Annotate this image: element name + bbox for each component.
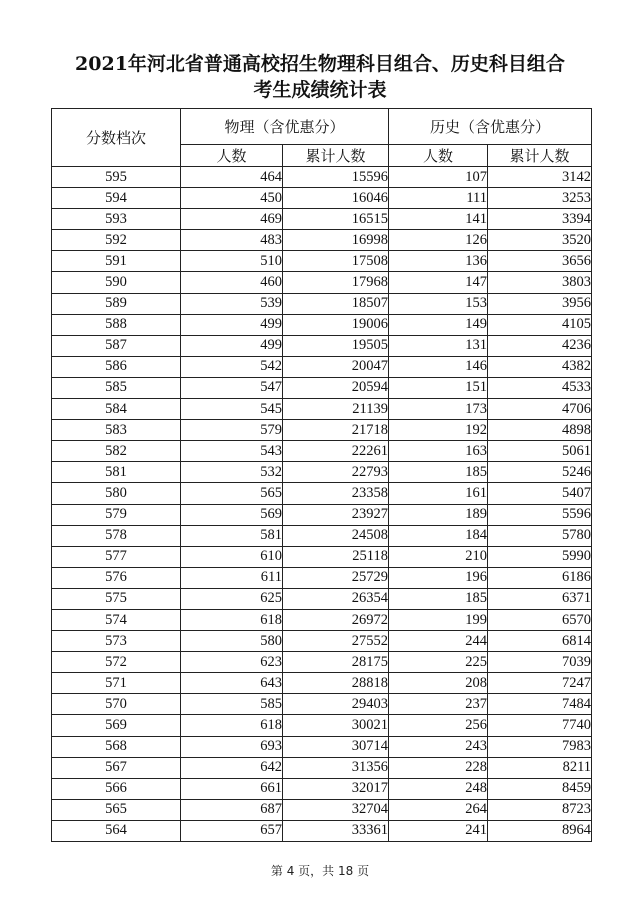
history-cumulative-cell: 3394	[488, 209, 592, 230]
physics-count-cell: 618	[181, 609, 283, 630]
history-count-cell: 199	[389, 609, 488, 630]
physics-count-cell: 539	[181, 293, 283, 314]
score-cell: 572	[52, 652, 181, 673]
table-row	[52, 757, 592, 778]
history-count-cell: 189	[389, 504, 488, 525]
table-row	[52, 546, 592, 567]
physics-count-cell: 618	[181, 715, 283, 736]
history-count-cell: 107	[389, 167, 488, 188]
physics-cumulative-cell: 16515	[283, 209, 389, 230]
score-statistics-table	[51, 108, 592, 842]
history-cumulative-cell: 3956	[488, 293, 592, 314]
physics-count-header: 人数	[181, 145, 283, 167]
table-row	[52, 631, 592, 652]
history-count-cell: 146	[389, 356, 488, 377]
score-cell: 579	[52, 504, 181, 525]
history-count-cell: 241	[389, 820, 488, 841]
history-count-cell: 210	[389, 546, 488, 567]
table-row	[52, 356, 592, 377]
history-count-cell: 161	[389, 483, 488, 504]
history-cumulative-cell: 7484	[488, 694, 592, 715]
history-count-cell: 173	[389, 399, 488, 420]
history-count-cell: 264	[389, 799, 488, 820]
table-row	[52, 504, 592, 525]
table-row	[52, 399, 592, 420]
history-group-header: 历史（含优惠分）	[389, 109, 592, 145]
score-cell: 591	[52, 251, 181, 272]
history-count-cell: 153	[389, 293, 488, 314]
table-row	[52, 230, 592, 251]
physics-cumulative-cell: 24508	[283, 525, 389, 546]
history-cumulative-cell: 5596	[488, 504, 592, 525]
history-count-cell: 208	[389, 673, 488, 694]
physics-cumulative-cell: 17968	[283, 272, 389, 293]
physics-count-cell: 499	[181, 335, 283, 356]
physics-count-cell: 565	[181, 483, 283, 504]
physics-cumulative-cell: 22793	[283, 462, 389, 483]
physics-cumulative-cell: 28818	[283, 673, 389, 694]
score-cell: 595	[52, 167, 181, 188]
table-row	[52, 483, 592, 504]
table-row	[52, 673, 592, 694]
physics-count-cell: 623	[181, 652, 283, 673]
table-row	[52, 736, 592, 757]
history-cumulative-cell: 8459	[488, 778, 592, 799]
table-row	[52, 588, 592, 609]
history-cumulative-cell: 7039	[488, 652, 592, 673]
physics-cumulative-cell: 18507	[283, 293, 389, 314]
table-row	[52, 609, 592, 630]
physics-cumulative-cell: 32017	[283, 778, 389, 799]
history-count-cell: 256	[389, 715, 488, 736]
physics-count-cell: 643	[181, 673, 283, 694]
physics-cumulative-cell: 29403	[283, 694, 389, 715]
score-cell: 583	[52, 420, 181, 441]
history-cumulative-cell: 5407	[488, 483, 592, 504]
score-cell: 569	[52, 715, 181, 736]
history-count-cell: 185	[389, 462, 488, 483]
physics-cumulative-cell: 19006	[283, 314, 389, 335]
physics-cumulative-cell: 23358	[283, 483, 389, 504]
document-title-line1: 2021年河北省普通高校招生物理科目组合、历史科目组合	[75, 53, 565, 75]
physics-cumulative-cell: 30714	[283, 736, 389, 757]
history-cumulative-cell: 3253	[488, 188, 592, 209]
table-row	[52, 209, 592, 230]
physics-cumulative-cell: 33361	[283, 820, 389, 841]
document-title-line2: 考生成绩统计表	[253, 79, 387, 101]
score-cell: 574	[52, 609, 181, 630]
score-cell: 593	[52, 209, 181, 230]
history-cumulative-cell: 3142	[488, 167, 592, 188]
physics-cumulative-cell: 21718	[283, 420, 389, 441]
physics-cumulative-cell: 26972	[283, 609, 389, 630]
physics-count-cell: 611	[181, 567, 283, 588]
history-cumulative-cell: 4533	[488, 377, 592, 398]
score-cell: 568	[52, 736, 181, 757]
history-cumulative-cell: 5780	[488, 525, 592, 546]
history-cumulative-cell: 6371	[488, 588, 592, 609]
physics-cumulative-cell: 23927	[283, 504, 389, 525]
physics-cumulative-cell: 28175	[283, 652, 389, 673]
score-cell: 575	[52, 588, 181, 609]
history-count-cell: 149	[389, 314, 488, 335]
physics-cumulative-cell: 27552	[283, 631, 389, 652]
history-count-cell: 141	[389, 209, 488, 230]
history-cumulative-cell: 4236	[488, 335, 592, 356]
history-cumulative-cell: 8211	[488, 757, 592, 778]
physics-count-cell: 610	[181, 546, 283, 567]
physics-count-cell: 532	[181, 462, 283, 483]
score-cell: 582	[52, 441, 181, 462]
score-cell: 567	[52, 757, 181, 778]
physics-count-cell: 625	[181, 588, 283, 609]
physics-cumulative-cell: 20594	[283, 377, 389, 398]
score-cell: 584	[52, 399, 181, 420]
history-count-cell: 111	[389, 188, 488, 209]
table-row	[52, 462, 592, 483]
physics-cumulative-cell: 30021	[283, 715, 389, 736]
table-row	[52, 820, 592, 841]
table-row	[52, 335, 592, 356]
history-count-cell: 243	[389, 736, 488, 757]
history-cumulative-cell: 6814	[488, 631, 592, 652]
physics-cumulative-cell: 32704	[283, 799, 389, 820]
history-count-cell: 163	[389, 441, 488, 462]
physics-count-cell: 585	[181, 694, 283, 715]
history-count-cell: 147	[389, 272, 488, 293]
physics-count-cell: 499	[181, 314, 283, 335]
table-row	[52, 715, 592, 736]
table-row	[52, 377, 592, 398]
physics-cumulative-cell: 22261	[283, 441, 389, 462]
history-cumulative-cell: 7983	[488, 736, 592, 757]
history-cumulative-cell: 4706	[488, 399, 592, 420]
physics-cumulative-cell: 20047	[283, 356, 389, 377]
physics-count-cell: 510	[181, 251, 283, 272]
score-cell: 576	[52, 567, 181, 588]
history-cumulative-cell: 7740	[488, 715, 592, 736]
physics-count-cell: 460	[181, 272, 283, 293]
history-cumulative-cell: 3656	[488, 251, 592, 272]
physics-group-header: 物理（含优惠分）	[181, 109, 389, 145]
history-cumulative-cell: 4382	[488, 356, 592, 377]
physics-count-cell: 687	[181, 799, 283, 820]
score-cell: 587	[52, 335, 181, 356]
history-count-cell: 196	[389, 567, 488, 588]
table-row	[52, 167, 592, 188]
score-cell: 578	[52, 525, 181, 546]
physics-count-cell: 545	[181, 399, 283, 420]
score-cell: 564	[52, 820, 181, 841]
physics-count-cell: 657	[181, 820, 283, 841]
physics-cumulative-cell: 25729	[283, 567, 389, 588]
table-row	[52, 314, 592, 335]
physics-count-cell: 464	[181, 167, 283, 188]
score-cell: 586	[52, 356, 181, 377]
score-cell: 590	[52, 272, 181, 293]
table-row	[52, 188, 592, 209]
history-count-cell: 237	[389, 694, 488, 715]
history-cumulative-cell: 4898	[488, 420, 592, 441]
physics-cumulative-header: 累计人数	[283, 145, 389, 167]
physics-count-cell: 469	[181, 209, 283, 230]
history-count-cell: 184	[389, 525, 488, 546]
physics-cumulative-cell: 19505	[283, 335, 389, 356]
table-row	[52, 799, 592, 820]
history-cumulative-cell: 8723	[488, 799, 592, 820]
score-cell: 580	[52, 483, 181, 504]
score-cell: 577	[52, 546, 181, 567]
history-count-cell: 126	[389, 230, 488, 251]
history-cumulative-cell: 5061	[488, 441, 592, 462]
score-cell: 573	[52, 631, 181, 652]
physics-cumulative-cell: 21139	[283, 399, 389, 420]
physics-cumulative-cell: 25118	[283, 546, 389, 567]
score-cell: 581	[52, 462, 181, 483]
history-cumulative-cell: 5246	[488, 462, 592, 483]
history-count-cell: 192	[389, 420, 488, 441]
history-cumulative-cell: 7247	[488, 673, 592, 694]
table-row	[52, 420, 592, 441]
history-cumulative-cell: 4105	[488, 314, 592, 335]
history-count-cell: 185	[389, 588, 488, 609]
history-count-header: 人数	[389, 145, 488, 167]
physics-count-cell: 580	[181, 631, 283, 652]
score-column-header: 分数档次	[52, 109, 181, 167]
history-cumulative-header: 累计人数	[488, 145, 592, 167]
table-row	[52, 652, 592, 673]
physics-cumulative-cell: 16998	[283, 230, 389, 251]
score-cell: 589	[52, 293, 181, 314]
table-row	[52, 778, 592, 799]
physics-count-cell: 579	[181, 420, 283, 441]
table-row	[52, 694, 592, 715]
physics-count-cell: 693	[181, 736, 283, 757]
physics-count-cell: 543	[181, 441, 283, 462]
physics-cumulative-cell: 16046	[283, 188, 389, 209]
table-row	[52, 567, 592, 588]
physics-cumulative-cell: 17508	[283, 251, 389, 272]
physics-count-cell: 642	[181, 757, 283, 778]
history-count-cell: 136	[389, 251, 488, 272]
history-cumulative-cell: 6570	[488, 609, 592, 630]
physics-cumulative-cell: 31356	[283, 757, 389, 778]
physics-count-cell: 547	[181, 377, 283, 398]
history-count-cell: 151	[389, 377, 488, 398]
page-footer: 第 4 页，共 18 页	[270, 864, 370, 878]
score-cell: 571	[52, 673, 181, 694]
physics-count-cell: 581	[181, 525, 283, 546]
score-cell: 565	[52, 799, 181, 820]
physics-count-cell: 542	[181, 356, 283, 377]
physics-count-cell: 569	[181, 504, 283, 525]
physics-count-cell: 483	[181, 230, 283, 251]
table-row	[52, 272, 592, 293]
table-row	[52, 293, 592, 314]
history-count-cell: 225	[389, 652, 488, 673]
physics-cumulative-cell: 15596	[283, 167, 389, 188]
history-count-cell: 131	[389, 335, 488, 356]
table-body	[52, 167, 592, 842]
score-cell: 585	[52, 377, 181, 398]
history-count-cell: 244	[389, 631, 488, 652]
history-cumulative-cell: 8964	[488, 820, 592, 841]
history-cumulative-cell: 3520	[488, 230, 592, 251]
score-cell: 592	[52, 230, 181, 251]
history-cumulative-cell: 6186	[488, 567, 592, 588]
score-cell: 594	[52, 188, 181, 209]
history-count-cell: 248	[389, 778, 488, 799]
history-cumulative-cell: 3803	[488, 272, 592, 293]
physics-cumulative-cell: 26354	[283, 588, 389, 609]
history-cumulative-cell: 5990	[488, 546, 592, 567]
table-row	[52, 441, 592, 462]
score-cell: 588	[52, 314, 181, 335]
history-count-cell: 228	[389, 757, 488, 778]
table-row	[52, 525, 592, 546]
score-cell: 566	[52, 778, 181, 799]
physics-count-cell: 661	[181, 778, 283, 799]
physics-count-cell: 450	[181, 188, 283, 209]
table-row	[52, 251, 592, 272]
score-cell: 570	[52, 694, 181, 715]
